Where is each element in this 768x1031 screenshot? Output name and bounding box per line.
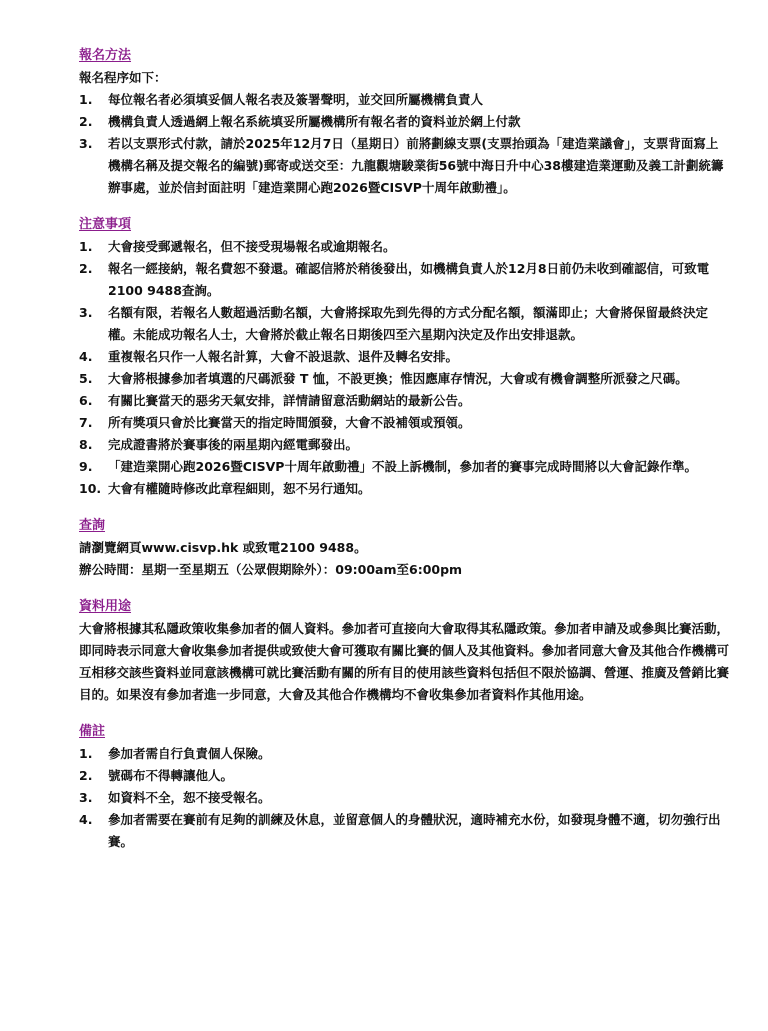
- remarks-list: [79, 743, 729, 853]
- item-text: 參加者需要在賽前有足夠的訓練及休息，並留意個人的身體狀況，適時補充水份，如發現身體不適，切勿強行出賽。: [108, 812, 721, 849]
- data-usage-text: 大會將根據其私隱政策收集參加者的個人資料。參加者可直接向大會取得其私隱政策。參加者申請及或參與比賽活動，即同時表示同意大會收集參加者提供或致使大會可獲取有關比賽的個人及其他資料。參加者同意大會及其他合作機構可互相移交該些資料並同意該機構可就比賽活動有關的所有目的使用該些資料包括但不限於協調、營運、推廣及營銷比賽目的。如果沒有參加者進一步同意，大會及其他合作機構均不會收集參加者資料作其他用途。: [79, 621, 730, 702]
- enquiry-contact: 請瀏覽網頁www.cisvp.hk 或致電2100 9488。: [79, 540, 367, 555]
- list-item: [79, 809, 729, 853]
- item-text: 如資料不全，恕不接受報名。: [108, 790, 271, 805]
- item-number: 3.: [79, 790, 93, 805]
- item-number: 2.: [79, 114, 93, 129]
- notes-heading: 注意事項: [79, 217, 132, 232]
- list-item: [79, 302, 729, 346]
- data-usage-heading: 資料用途: [79, 599, 132, 614]
- remarks-heading: 備註: [79, 724, 106, 739]
- list-item: [79, 434, 729, 456]
- item-number: 1.: [79, 746, 93, 761]
- list-item: [79, 368, 729, 390]
- list-item: [79, 111, 729, 133]
- notes-list: [79, 236, 729, 500]
- notes-section: [79, 213, 729, 500]
- list-item: [79, 412, 729, 434]
- remarks-section: [79, 720, 729, 853]
- list-item: [79, 390, 729, 412]
- data-usage-section: [79, 595, 729, 706]
- registration-section: [79, 44, 729, 199]
- list-item: [79, 456, 729, 478]
- item-text: 名額有限，若報名人數超過活動名額，大會將採取先到先得的方式分配名額，額滿即止；大會將保留最終決定權。未能成功報名人士，大會將於截止報名日期後四至六星期內決定及作出安排退款。: [108, 305, 709, 342]
- item-number: 3.: [79, 136, 93, 151]
- item-number: 1.: [79, 92, 93, 107]
- item-number: 9.: [79, 459, 93, 474]
- item-text: 「建造業開心跑2026暨CISVP十周年啟動禮」不設上訴機制，參加者的賽事完成時間將以大會記錄作準。: [108, 459, 697, 474]
- item-text: 重複報名只作一人報名計算，大會不設退款、退件及轉名安排。: [108, 349, 459, 364]
- registration-heading: 報名方法: [79, 48, 132, 63]
- list-item: [79, 133, 729, 199]
- enquiry-section: [79, 514, 729, 581]
- list-item: [79, 765, 729, 787]
- item-number: 3.: [79, 305, 93, 320]
- item-text: 有關比賽當天的惡劣天氣安排，詳情請留意活動網站的最新公告。: [108, 393, 471, 408]
- item-number: 8.: [79, 437, 93, 452]
- item-text: 報名一經接納，報名費恕不發還。確認信將於稍後發出，如機構負責人於12月8日前仍未收到確認信，可致電2100 9488查詢。: [108, 261, 710, 298]
- registration-intro: 報名程序如下：: [79, 70, 167, 85]
- item-text: 號碼布不得轉讓他人。: [108, 768, 234, 783]
- item-number: 10.: [79, 481, 102, 496]
- enquiry-heading: 查詢: [79, 518, 106, 533]
- item-text: 機構負責人透過網上報名系統填妥所屬機構所有報名者的資料並於網上付款: [108, 114, 521, 129]
- list-item: [79, 89, 729, 111]
- item-text: 大會將根據參加者填選的尺碼派發 T 恤，不設更換；惟因應庫存情況，大會或有機會調整所派發之尺碼。: [108, 371, 688, 386]
- item-number: 1.: [79, 239, 93, 254]
- list-item: [79, 743, 729, 765]
- item-number: 7.: [79, 415, 93, 430]
- list-item: [79, 478, 729, 500]
- office-hours: 辦公時間：星期一至星期五（公眾假期除外）：09:00am至6:00pm: [79, 562, 463, 577]
- item-text: 大會有權隨時修改此章程細則，恕不另行通知。: [108, 481, 371, 496]
- item-text: 完成證書將於賽事後的兩星期內經電郵發出。: [108, 437, 359, 452]
- item-number: 4.: [79, 812, 93, 827]
- item-text: 大會接受郵遞報名，但不接受現場報名或逾期報名。: [108, 239, 396, 254]
- item-number: 2.: [79, 261, 93, 276]
- item-number: 6.: [79, 393, 93, 408]
- list-item: [79, 236, 729, 258]
- item-text: 所有獎項只會於比賽當天的指定時間頒發，大會不設補領或預領。: [108, 415, 471, 430]
- list-item: [79, 787, 729, 809]
- list-item: [79, 346, 729, 368]
- list-item: [79, 258, 729, 302]
- item-number: 2.: [79, 768, 93, 783]
- item-number: 4.: [79, 349, 93, 364]
- document-page: [79, 44, 729, 867]
- item-number: 5.: [79, 371, 93, 386]
- item-text: 若以支票形式付款，請於2025年12月7日（星期日）前將劃線支票(支票抬頭為「建造業議會」，支票背面寫上機構名稱及提交報名的編號)郵寄或送交至：九龍觀塘駿業街56號中海日升中心38樓建造業運動及義工計劃統籌辦事處，並於信封面註明「建造業開心跑2026暨CISVP十周年啟動禮」。: [108, 136, 724, 195]
- registration-list: [79, 89, 729, 199]
- item-text: 每位報名者必須填妥個人報名表及簽署聲明，並交回所屬機構負責人: [108, 92, 484, 107]
- item-text: 參加者需自行負責個人保險。: [108, 746, 271, 761]
